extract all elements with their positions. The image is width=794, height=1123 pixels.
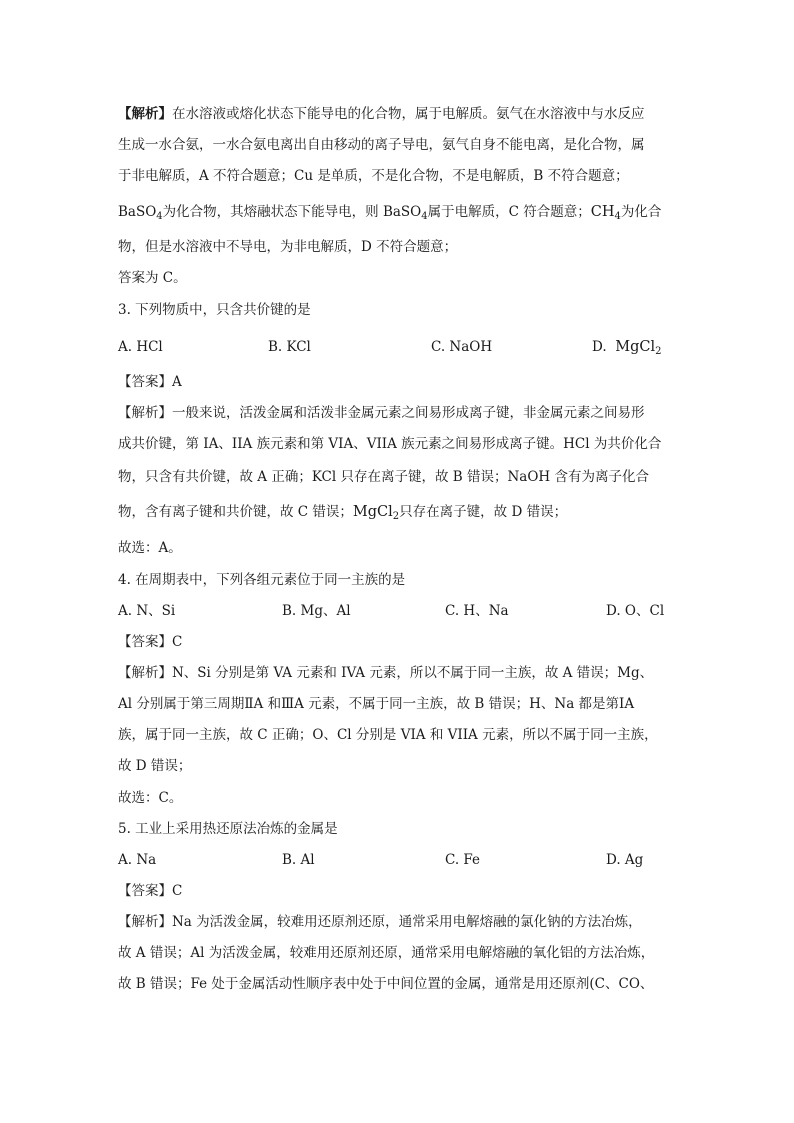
q4-analysis-line-3: 族，属于同一主族，故 C 正确；O、Cl 分别是 VIA 和 VIIA 元素，所以不属于同一主族，	[118, 727, 658, 743]
q3-analysis-line-1: 【解析】一般来说，活泼金属和活泼非金属元素之间易形成离子键，非金属元素之间易形	[118, 405, 645, 421]
q4-answer: 【答案】C	[118, 634, 183, 650]
q5-analysis-line-1: 【解析】Na 为活泼金属，较难用还原剂还原，通常采用电解熔融的氯化钠的方法冶炼，	[118, 914, 642, 930]
q3-option-a: A. HCl	[118, 339, 163, 355]
q3-conclusion: 故选：A。	[118, 540, 182, 556]
q2-answer-line: 答案为 C。	[118, 270, 187, 286]
q4-option-a: A. N、Si	[118, 603, 176, 619]
q2-analysis-line-4: BaSO$_4$为化合物，其熔融状态下能导电，则 BaSO$_4$属于电解质，C 符合题意；$CH_4$为化合	[118, 204, 662, 222]
q3-analysis-line-2: 成共价键，第 IA、IIA 族元素和第 VIA、VIIA 族元素之间易形成离子键。HCl 为共价化合	[118, 436, 662, 452]
q5-option-d: D. Ag	[606, 852, 644, 868]
q2-analysis-line-1: 【解析】在水溶液或熔化状态下能导电的化合物，属于电解质。氨气在水溶液中与水反应	[118, 106, 645, 122]
q2-analysis-line-2: 生成一水合氨，一水合氨电离出自由移动的离子导电，氨气自身不能电离，是化合物，属	[118, 137, 645, 153]
q3-option-d: D. MgCl$_2$	[592, 339, 662, 357]
mgcl2-formula: MgCl	[615, 339, 656, 355]
q3-question: 3. 下列物质中，只含共价键的是	[118, 302, 311, 318]
q5-option-a: A. Na	[118, 852, 157, 868]
q5-option-c: C. Fe	[445, 852, 481, 868]
q3-option-b: B. KCl	[268, 339, 311, 355]
q4-conclusion: 故选：C。	[118, 790, 183, 806]
q4-question: 4. 在周期表中，下列各组元素位于同一主族的是	[118, 572, 406, 588]
q4-analysis-line-4: 故 D 错误；	[118, 758, 192, 774]
q4-option-c: C. H、Na	[445, 603, 509, 619]
q4-option-d: D. O、Cl	[606, 603, 665, 619]
q4-option-b: B. Mg、Al	[282, 603, 351, 619]
mgcl2-formula: MgCl	[352, 504, 393, 520]
q2-analysis-line-5: 物，但是水溶液中不导电，为非电解质，D 不符合题意；	[118, 239, 458, 255]
q5-answer: 【答案】C	[118, 883, 183, 899]
q5-option-b: B. Al	[282, 852, 315, 868]
q5-analysis-line-2: 故 A 错误；Al 为活泼金属，较难用还原剂还原，通常采用电解熔融的氧化铝的方法冶炼，	[118, 945, 655, 961]
q4-analysis-line-1: 【解析】N、Si 分别是第 VA 元素和 IVA 元素，所以不属于同一主族，故 A 错误；Mg、	[118, 665, 654, 681]
q2-analysis-line-3: 于非电解质，A 不符合题意；Cu 是单质，不是化合物，不是电解质，B 不符合题意；	[118, 168, 629, 184]
q3-answer: 【答案】A	[118, 374, 182, 390]
q3-option-c: C. NaOH	[431, 339, 493, 355]
ch4-formula: CH	[590, 204, 615, 220]
q5-analysis-line-3: 故 B 错误；Fe 处于金属活动性顺序表中处于中间位置的金属，通常是用还原剂(C、CO、	[118, 976, 654, 992]
q4-analysis-line-2: Al 分别属于第三周期ⅡA 和ⅢA 元素，不属于同一主族，故 B 错误；H、Na 都是第ⅠA	[118, 696, 635, 712]
q5-question: 5. 工业上采用热还原法冶炼的金属是	[118, 821, 338, 837]
analysis-label: 【解析】	[118, 106, 172, 122]
q3-analysis-line-4: 物，含有离子键和共价键，故 C 错误；MgCl$_2$只存在离子键，故 D 错误；	[118, 504, 568, 522]
q3-analysis-line-3: 物，只含有共价键，故 A 正确；KCl 只存在离子键，故 B 错误；NaOH 含有为离子化合	[118, 469, 649, 485]
